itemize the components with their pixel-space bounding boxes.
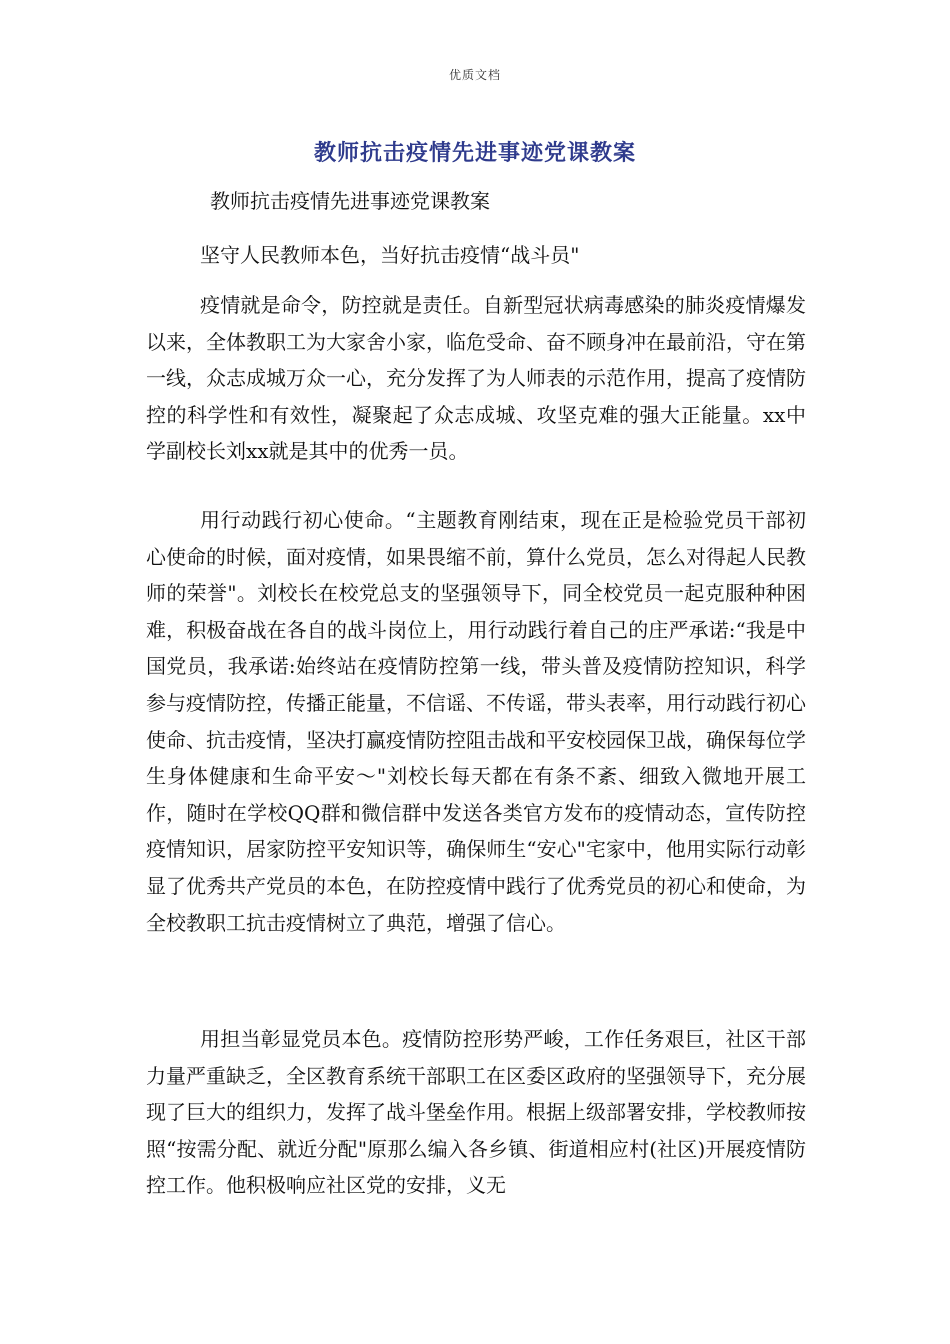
page-header: 优质文档	[448, 68, 501, 82]
paragraph: 疫情就是命令，防控就是责任。自新型冠状病毒感染的肺炎疫情爆发以来，全体教职工为大家舍小家，临危受命、奋不顾身冲在最前沿，守在第一线，众志成城万众一心，充分发挥了为人师表的示范作用，提高了疫情防控的科学性和有效性，凝聚起了众志成城、攻坚克难的强大正能量。xx中学副校长刘xx就是其中的优秀一员。	[146, 293, 806, 464]
paragraph: 用行动践行初心使命。“主题教育刚结束，现在正是检验党员干部初心使命的时候，面对疫情，如果畏缩不前，算什么党员，怎么对得起人民教师的荣誉"。刘校长在校党总支的坚强领导下，同全校党员一起克服种种困难，积极奋战在各自的战斗岗位上，用行动践行着自己的庄严承诺:“我是中国党员，我承诺:始终站在疫情防控第一线，带头普及疫情防控知识，科学参与疫情防控，传播正能量，不信谣、不传谣，带头表率，用行动践行初心使命、抗击疫情，坚决打赢疫情防控阻击战和平安校园保卫战，确保每位学生身体健康和生命平安～"刘校长每天都在有条不紊、细致入微地开展工作，随时在学校QQ群和微信群中发送各类官方发布的疫情动态，宣传防控疫情知识，居家防控平安知识等，确保师生“安心"宅家中，他用实际行动彰显了优秀共产党员的本色，在防控疫情中践行了优秀党员的初心和使命，为全校教职工抗击疫情树立了典范，增强了信心。	[146, 508, 806, 935]
document-title: 教师抗击疫情先进事迹党课教案	[313, 141, 636, 166]
document-subtitle: 教师抗击疫情先进事迹党课教案	[210, 189, 490, 213]
paragraph: 用担当彰显党员本色。疫情防控形势严峻，工作任务艰巨，社区干部力量严重缺乏，全区教育系统干部职工在区委区政府的坚强领导下，充分展现了巨大的组织力，发挥了战斗堡垒作用。根据上级部署安排，学校教师按照“按需分配、就近分配"原那么编入各乡镇、街道相应村(社区)开展疫情防控工作。他积极响应社区党的安排，义无	[146, 1027, 806, 1198]
section-heading: 坚守人民教师本色，当好抗击疫情“战斗员"	[200, 243, 580, 267]
